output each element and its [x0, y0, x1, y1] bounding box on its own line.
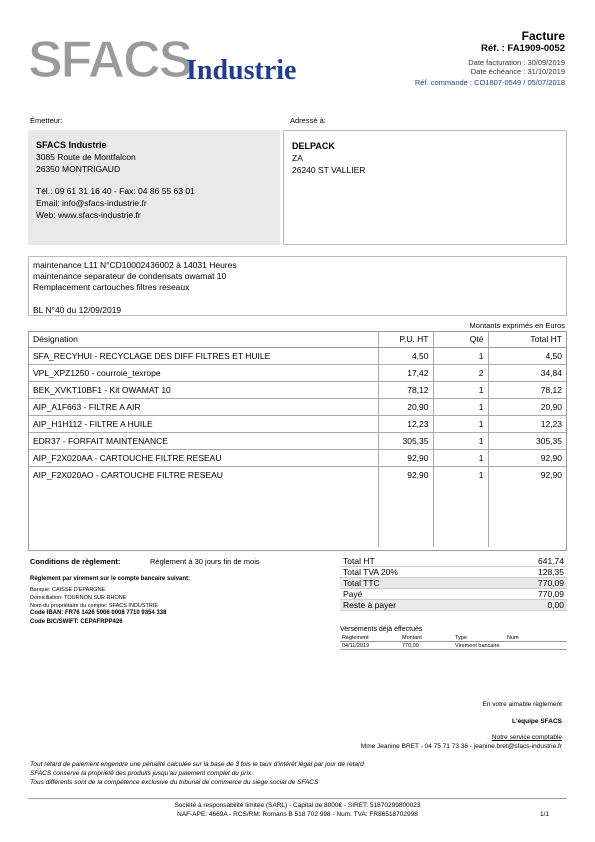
legal-notice [30, 760, 364, 787]
table-row [29, 364, 566, 381]
payments-header: Num [507, 635, 519, 641]
bank-iban: Code IBAN: FR76 1426 5006 0008 7710 9354 338 [30, 610, 167, 616]
cell-total: 92,90 [488, 449, 566, 466]
cell-designation: EDR37 - FORFAIT MAINTENANCE [29, 432, 378, 449]
signature-team: L'équipe SFACS [512, 718, 562, 725]
payment-number [507, 642, 567, 649]
invoice-lines-table [28, 331, 567, 551]
invoice-date: Date facturation : 30/09/2019 [468, 58, 565, 67]
bank-transfer-title: Règlement par virement sur le compte bancaire suivant: [30, 576, 191, 582]
table-filler-row [29, 483, 566, 547]
payment-terms-label: Conditions de règlement: [30, 557, 121, 566]
table-row [29, 466, 566, 483]
accounting-contact: Mme Jeanine BRET - 04 75 71 73 36 - jeanine.bret@sfacs-industrie.fr [360, 743, 562, 750]
issuer-phone: Tél.: 09 61 31 16 40 - Fax: 04 86 55 63 01 [36, 186, 195, 196]
legal-line: Tout retard de paiement engendre une pénalité calculée sur la base de 3 fois le taux d'intérêt légal par jour de retard [30, 761, 364, 768]
total-label: Reste à payer [343, 600, 396, 610]
payment-type: Virement bancaire [455, 643, 500, 649]
payments-title: Versements déjà effectués [340, 626, 423, 633]
cell-unit-price: 12,23 [378, 415, 433, 432]
cell-designation: BEK_XVKT10BF1 - Kit OWAMAT 10 [29, 381, 378, 398]
total-row [340, 589, 567, 600]
total-row [340, 600, 567, 611]
cell-unit-price: 4,50 [378, 347, 433, 364]
footer-company-info: Société à responsabilité limitée (SARL) - Capital de 8000€ - SIRET: 51870299800023 [174, 802, 421, 809]
total-value: 641,74 [538, 556, 564, 566]
bank-bic: Code BIC/SWIFT: CEPAFRPP426 [30, 619, 123, 625]
cell-quantity: 1 [433, 398, 488, 415]
invoice-reference: Réf. : FA1909-0052 [481, 43, 565, 54]
recipient-panel [283, 130, 567, 245]
cell-total: 12,23 [488, 415, 566, 432]
table-row [29, 381, 566, 398]
total-label: Total TVA 20% [343, 567, 398, 577]
total-label: Payé [343, 589, 363, 599]
column-header-quantity: Qté [433, 332, 488, 347]
legal-line: SFACS conserve la propriété des produits jusqu'au paiement complet du prix [30, 770, 252, 777]
issuer-name: SFACS Industrie [36, 140, 107, 150]
cell-quantity: 1 [433, 415, 488, 432]
column-header-total: Total HT [488, 332, 566, 347]
cell-designation: SFA_RECYHUI - RECYCLAGE DES DIFF FILTRES ET HUILE [29, 347, 378, 364]
table-row [29, 415, 566, 432]
description-line: maintenance separateur de condensats owamat 10 [33, 271, 227, 281]
column-header-unit-price: P.U. HT [378, 332, 433, 347]
recipient-address-line: ZA [292, 153, 303, 163]
total-row [340, 567, 567, 578]
payment-date: 04/11/2019 [342, 643, 370, 649]
payment-amount: 770,09 [402, 643, 419, 649]
legal-line: Tous différents sont de la compétence exclusive du tribunal de commerce du siège social de SFACS [30, 779, 319, 786]
cell-unit-price: 78,12 [378, 381, 433, 398]
order-reference: Réf. commande : CO1807-0549 / 05/07/2018 [414, 78, 565, 87]
column-header-designation: Désignation [29, 332, 378, 347]
issuer-address-line: 26350 MONTRIGAUD [36, 164, 121, 174]
footer-registration-info: NAF-APE: 4669A - RCS/RM: Romans B 518 702 998 - Num. TVA: FR86518702998 [177, 811, 418, 818]
bank-domiciliation: Domiciliation: TOURNON SUR RHONE [30, 595, 127, 601]
closing-regards: En votre aimable règlement [482, 701, 562, 708]
cell-quantity: 1 [433, 432, 488, 449]
total-row [340, 578, 567, 589]
footer-divider [28, 798, 567, 799]
accounting-service: Notre service comptable [491, 734, 562, 741]
delivery-note: BL N°40 du 12/09/2019 [33, 305, 122, 315]
logo-mark: SFACS [28, 33, 192, 85]
payments-header-row [340, 634, 567, 642]
description-line: maintenance L11 N°CD10002436002 à 14031 Heures [33, 260, 237, 270]
cell-quantity: 2 [433, 364, 488, 381]
total-value: 770,09 [538, 589, 564, 599]
cell-total: 20,90 [488, 398, 566, 415]
cell-quantity: 1 [433, 381, 488, 398]
cell-total: 92,90 [540, 469, 562, 480]
company-logo [28, 33, 318, 85]
cell-quantity: 1 [433, 347, 488, 364]
recipient-name: DELPACK [292, 141, 335, 151]
cell-unit-price: 92,90 [378, 449, 433, 466]
cell-total: 4,50 [488, 347, 566, 364]
total-row [340, 556, 567, 567]
total-value: 0,00 [547, 600, 564, 610]
total-value: 128,35 [538, 567, 564, 577]
payment-terms-value: Règlement à 30 jours fin de mois [150, 557, 260, 566]
issuer-address-line: 3085 Route de Montfalcon [36, 152, 136, 162]
payments-row [340, 642, 567, 650]
cell-unit-price: 92,90 [378, 466, 433, 483]
description-line: Remplacement cartouches filtres reseaux [33, 282, 190, 292]
table-row [29, 449, 566, 466]
payments-table [340, 634, 567, 650]
logo-subtitle: Industrie [186, 55, 297, 85]
payments-header: Montant [402, 635, 422, 641]
payments-header: Type [455, 635, 467, 641]
issuer-website: Web: www.sfacs-industrie.fr [36, 210, 141, 220]
cell-total: 34,84 [488, 364, 566, 381]
account-owner: Nom du propriétaire du compte: SFACS INDUSTRIE [30, 603, 159, 609]
recipient-label: Adressé à: [290, 116, 326, 125]
totals-panel [340, 556, 567, 611]
document-title: Facture [521, 29, 565, 43]
page-number: 1/1 [539, 811, 549, 818]
table-row [29, 347, 566, 364]
cell-unit-price: 17,42 [378, 364, 433, 381]
total-label: Total HT [343, 556, 375, 566]
table-row [29, 432, 566, 449]
total-label: Total TTC [343, 578, 380, 588]
cell-total: 305,35 [488, 432, 566, 449]
cell-designation: AIP_F2X020AA - CARTOUCHE FILTRE RESEAU [29, 449, 378, 466]
cell-designation: AIP_H1H112 - FILTRE A HUILE [29, 415, 378, 432]
currency-note: Montants exprimés en Euros [469, 321, 565, 330]
cell-quantity: 1 [433, 449, 488, 466]
intervention-description [28, 256, 567, 316]
cell-unit-price: 305,35 [378, 432, 433, 449]
bank-name: Banque: CAISSE D'EPARGNE [30, 587, 106, 593]
issuer-email: Email: info@sfacs-industrie.fr [36, 198, 147, 208]
issuer-panel [28, 130, 280, 245]
issuer-label: Émetteur: [30, 116, 63, 125]
cell-unit-price: 20,90 [378, 398, 433, 415]
due-date: Date échéance : 31/10/2019 [470, 67, 565, 76]
cell-designation: VPL_XPZ1250 - courroie_texrope [29, 364, 378, 381]
cell-total: 78,12 [488, 381, 566, 398]
total-value: 770,09 [538, 578, 564, 588]
cell-designation: AIP_F2X020AO - CARTOUCHE FILTRE RESEAU [29, 466, 378, 483]
cell-designation: AIP_A1F663 - FILTRE A AIR [29, 398, 378, 415]
table-row [29, 398, 566, 415]
recipient-address-line: 26240 ST VALLIER [292, 165, 366, 175]
payments-header: Règlement [342, 635, 369, 641]
cell-quantity: 1 [433, 466, 488, 483]
